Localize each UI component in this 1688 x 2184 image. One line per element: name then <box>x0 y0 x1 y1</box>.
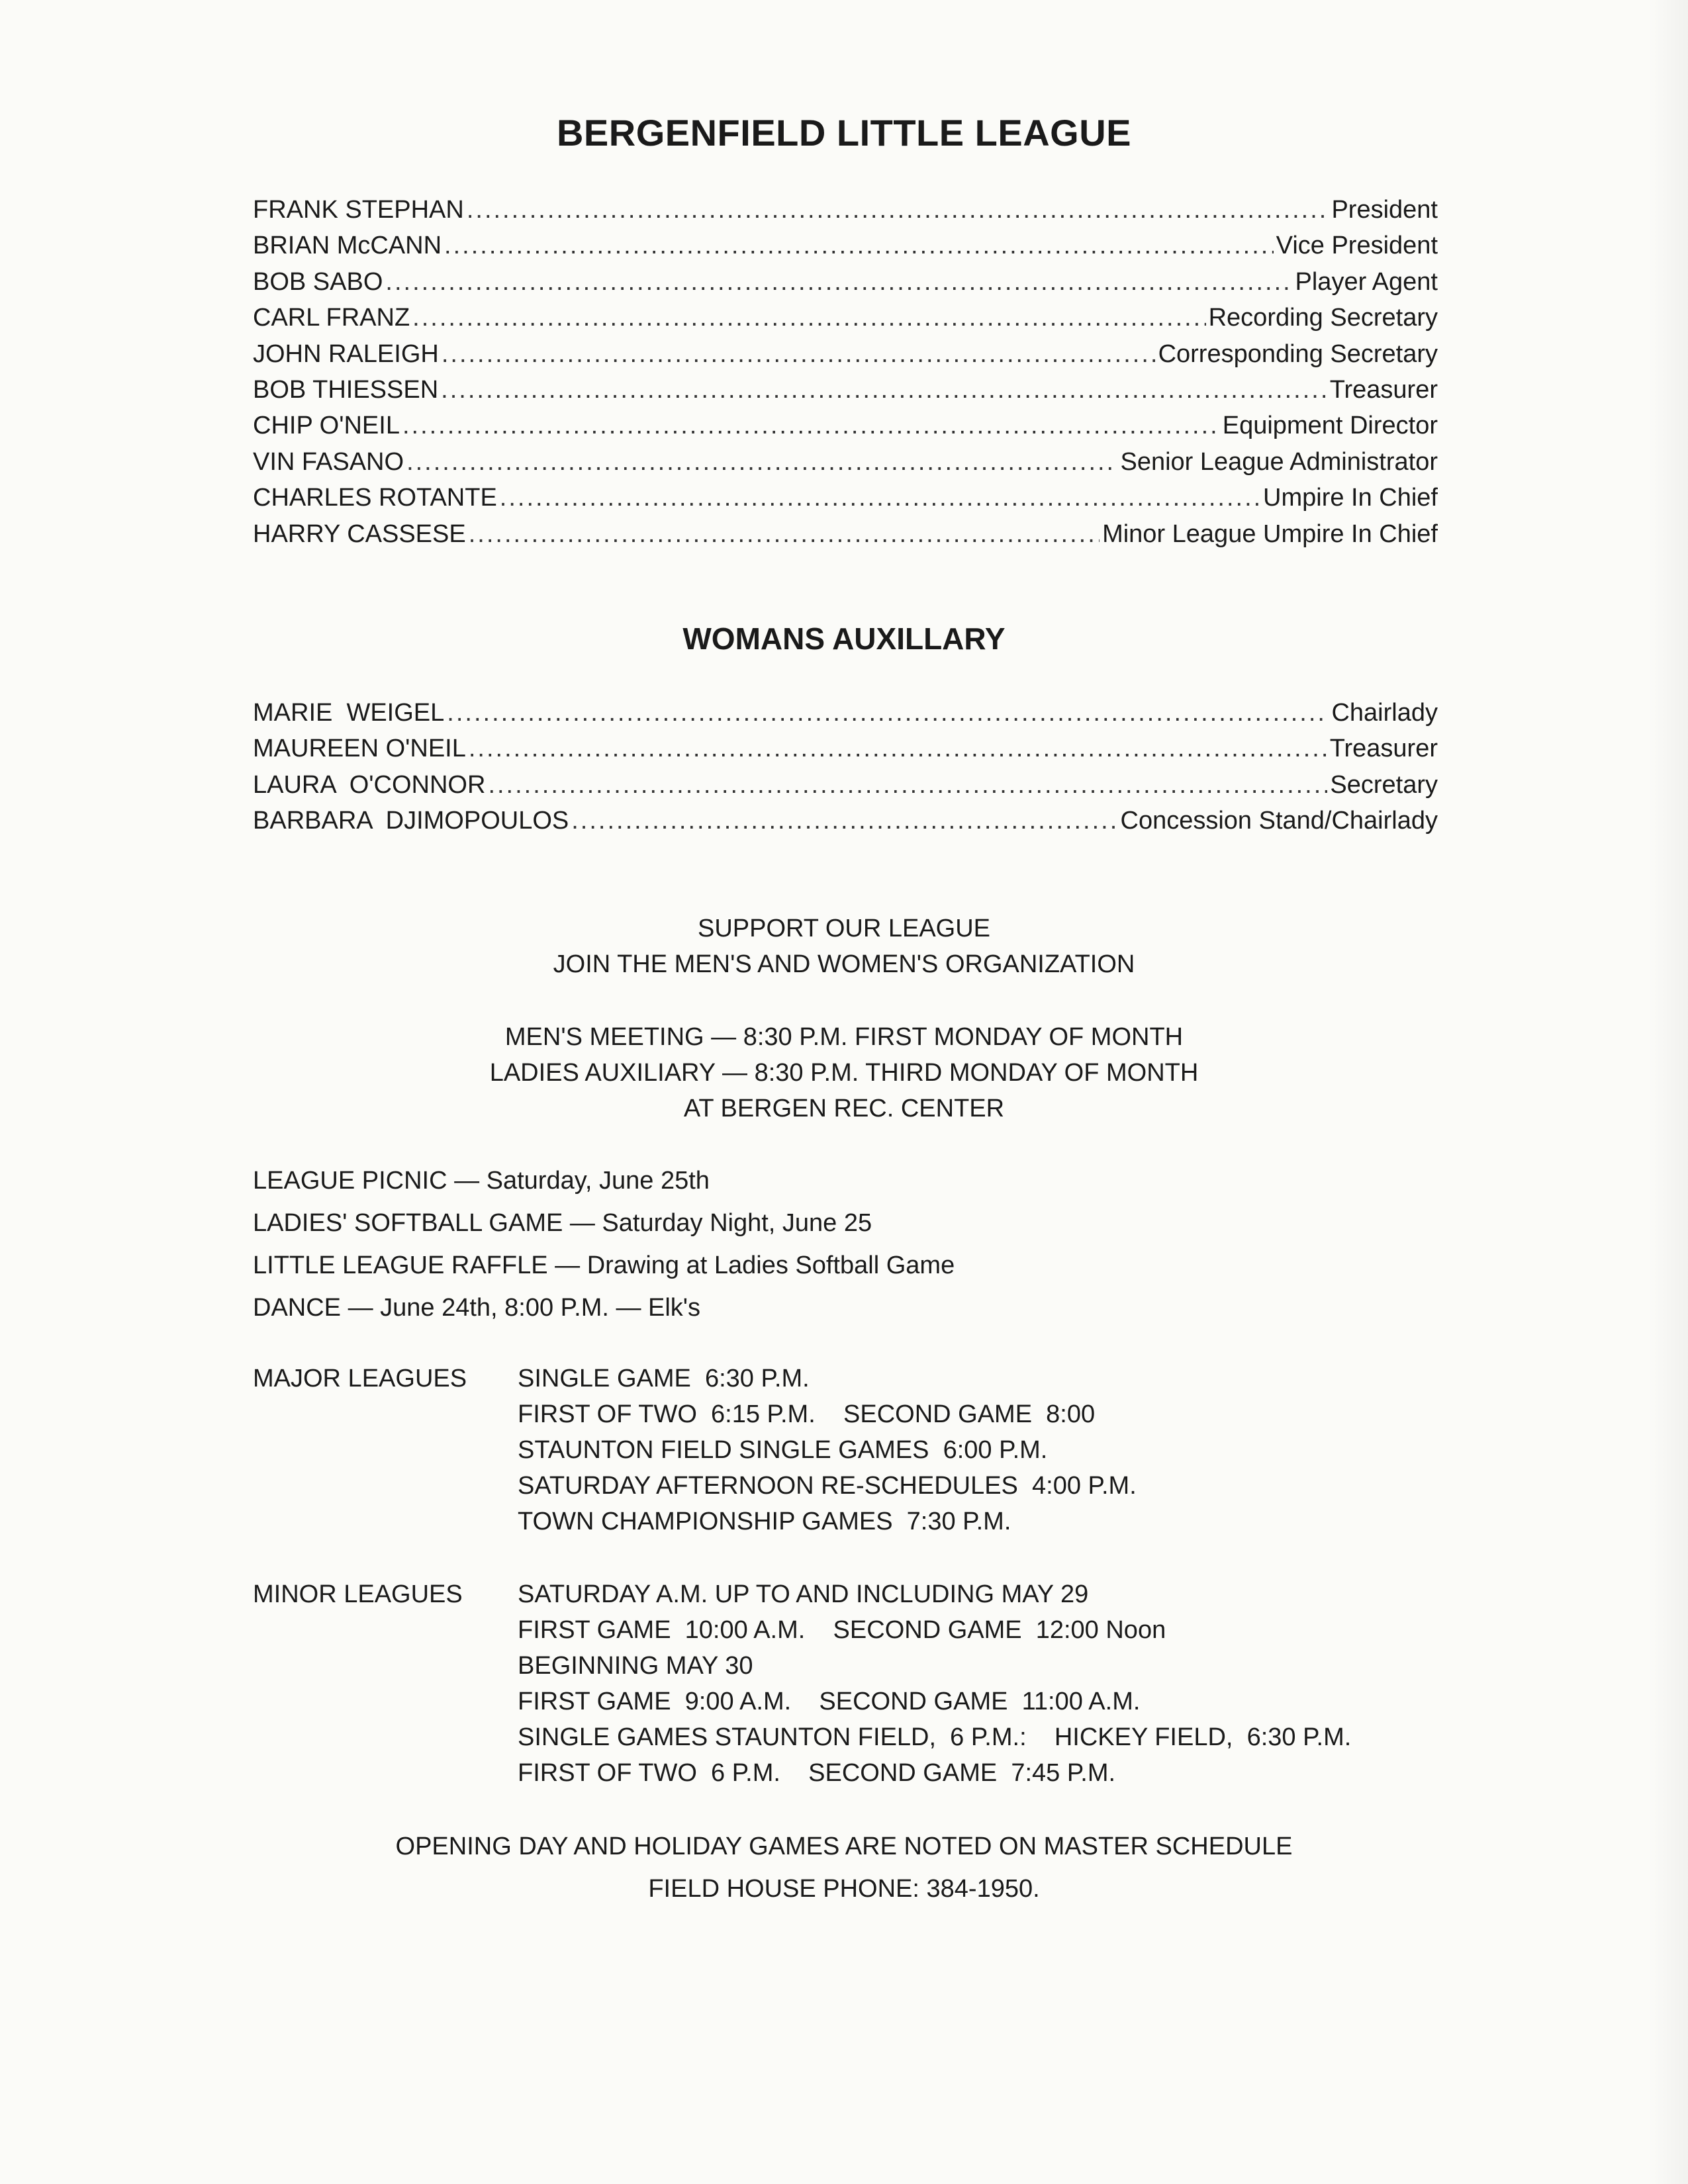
leader-dots <box>442 336 1156 372</box>
leader-dots <box>488 767 1327 803</box>
auxiliary-role: Concession Stand/Chairlady <box>1120 807 1438 835</box>
leader-dots <box>500 480 1260 516</box>
schedule-line: TOWN CHAMPIONSHIP GAMES 7:30 P.M. <box>518 1508 1011 1535</box>
leader-dots <box>571 803 1117 839</box>
auxiliary-role: Treasurer <box>1329 735 1438 763</box>
event-item: LITTLE LEAGUE RAFFLE — Drawing at Ladies Softball Game <box>253 1251 955 1279</box>
meetings-block <box>0 1019 1688 1126</box>
leader-dots <box>402 408 1220 443</box>
officer-role: Vice President <box>1276 232 1438 260</box>
officer-name: CARL FRANZ <box>253 304 410 332</box>
major-leagues-label: MAJOR LEAGUES <box>253 1365 467 1392</box>
officer-name: BOB SABO <box>253 267 383 296</box>
officers-list <box>253 192 1438 552</box>
officer-role: Equipment Director <box>1222 412 1438 440</box>
officer-row <box>253 372 1438 408</box>
schedule-line: BEGINNING MAY 30 <box>518 1652 753 1680</box>
schedule-line: FIRST GAME 9:00 A.M. SECOND GAME 11:00 A.M. <box>518 1688 1141 1715</box>
auxiliary-row <box>253 767 1438 803</box>
officer-row <box>253 336 1438 372</box>
meeting-line: MEN'S MEETING — 8:30 P.M. FIRST MONDAY OF MONTH <box>504 1023 1184 1051</box>
auxiliary-role: Secretary <box>1330 770 1438 799</box>
auxiliary-name: BARBARA DJIMOPOULOS <box>253 807 569 835</box>
officer-row <box>253 264 1438 300</box>
events-list <box>253 1160 955 1329</box>
event-item: LADIES' SOFTBALL GAME — Saturday Night, June 25 <box>253 1209 872 1237</box>
officer-row <box>253 228 1438 263</box>
officer-row <box>253 300 1438 336</box>
leader-dots <box>441 372 1327 408</box>
officer-name: CHARLES ROTANTE <box>253 484 497 512</box>
leader-dots <box>412 300 1205 336</box>
leader-dots <box>469 516 1100 552</box>
schedule-line: SINGLE GAME 6:30 P.M. <box>518 1365 810 1392</box>
officer-name: JOHN RALEIGH <box>253 340 439 368</box>
minor-leagues-label: MINOR LEAGUES <box>253 1580 463 1608</box>
support-block <box>0 911 1688 982</box>
field-house-phone: FIELD HOUSE PHONE: 384-1950. <box>648 1875 1040 1903</box>
leader-dots <box>467 192 1329 228</box>
footer-line: OPENING DAY AND HOLIDAY GAMES ARE NOTED ON MASTER SCHEDULE <box>395 1833 1293 1860</box>
footer-block <box>0 1825 1688 1910</box>
auxiliary-title: WOMANS AUXILLARY <box>682 621 1006 656</box>
officer-name: HARRY CASSESE <box>253 520 466 548</box>
officer-role: Minor League Umpire In Chief <box>1102 520 1438 548</box>
officer-role: Corresponding Secretary <box>1158 340 1438 368</box>
major-leagues-lines <box>518 1361 1137 1539</box>
auxiliary-list <box>253 695 1438 839</box>
auxiliary-name: MARIE WEIGEL <box>253 699 445 727</box>
support-line: SUPPORT OUR LEAGUE <box>697 915 991 942</box>
officer-name: VIN FASANO <box>253 447 404 476</box>
leader-dots <box>444 228 1274 263</box>
officer-row <box>253 516 1438 552</box>
officer-name: BOB THIESSEN <box>253 375 439 404</box>
page-title: BERGENFIELD LITTLE LEAGUE <box>556 112 1132 154</box>
officer-role: Senior League Administrator <box>1120 447 1438 476</box>
schedule-line: SATURDAY AFTERNOON RE-SCHEDULES 4:00 P.M. <box>518 1472 1137 1500</box>
leader-dots <box>447 695 1329 731</box>
officer-name: BRIAN McCANN <box>253 232 442 260</box>
schedule-line: FIRST OF TWO 6 P.M. SECOND GAME 7:45 P.M. <box>518 1759 1116 1787</box>
officer-role: President <box>1331 196 1438 224</box>
auxiliary-row <box>253 731 1438 766</box>
officer-name: FRANK STEPHAN <box>253 196 464 224</box>
auxiliary-row <box>253 803 1438 839</box>
auxiliary-name: MAUREEN O'NEIL <box>253 735 466 763</box>
leader-dots <box>469 731 1327 766</box>
officer-row <box>253 192 1438 228</box>
officer-row <box>253 444 1438 480</box>
schedule-line: STAUNTON FIELD SINGLE GAMES 6:00 P.M. <box>518 1436 1048 1464</box>
meeting-line: AT BERGEN REC. CENTER <box>683 1095 1005 1122</box>
auxiliary-role: Chairlady <box>1331 699 1438 727</box>
minor-leagues-lines <box>518 1576 1351 1791</box>
schedule-line: SINGLE GAMES STAUNTON FIELD, 6 P.M.: HICKEY FIELD, 6:30 P.M. <box>518 1723 1352 1751</box>
auxiliary-name: LAURA O'CONNOR <box>253 770 486 799</box>
officer-row <box>253 408 1438 443</box>
leader-dots <box>406 444 1117 480</box>
officer-name: CHIP O'NEIL <box>253 412 400 440</box>
schedule-line: SATURDAY A.M. UP TO AND INCLUDING MAY 29 <box>518 1580 1089 1608</box>
support-line: JOIN THE MEN'S AND WOMEN'S ORGANIZATION <box>553 950 1135 978</box>
officer-row <box>253 480 1438 516</box>
officer-role: Treasurer <box>1329 375 1438 404</box>
leader-dots <box>385 264 1292 300</box>
event-item: DANCE — June 24th, 8:00 P.M. — Elk's <box>253 1294 701 1322</box>
officer-role: Recording Secretary <box>1208 304 1438 332</box>
officer-role: Player Agent <box>1295 267 1438 296</box>
auxiliary-row <box>253 695 1438 731</box>
schedule-line: FIRST GAME 10:00 A.M. SECOND GAME 12:00 Noon <box>518 1616 1166 1644</box>
schedule-line: FIRST OF TWO 6:15 P.M. SECOND GAME 8:00 <box>518 1400 1096 1428</box>
event-item: LEAGUE PICNIC — Saturday, June 25th <box>253 1167 710 1195</box>
meeting-line: LADIES AUXILIARY — 8:30 P.M. THIRD MONDAY OF MONTH <box>489 1059 1199 1087</box>
officer-role: Umpire In Chief <box>1263 484 1438 512</box>
